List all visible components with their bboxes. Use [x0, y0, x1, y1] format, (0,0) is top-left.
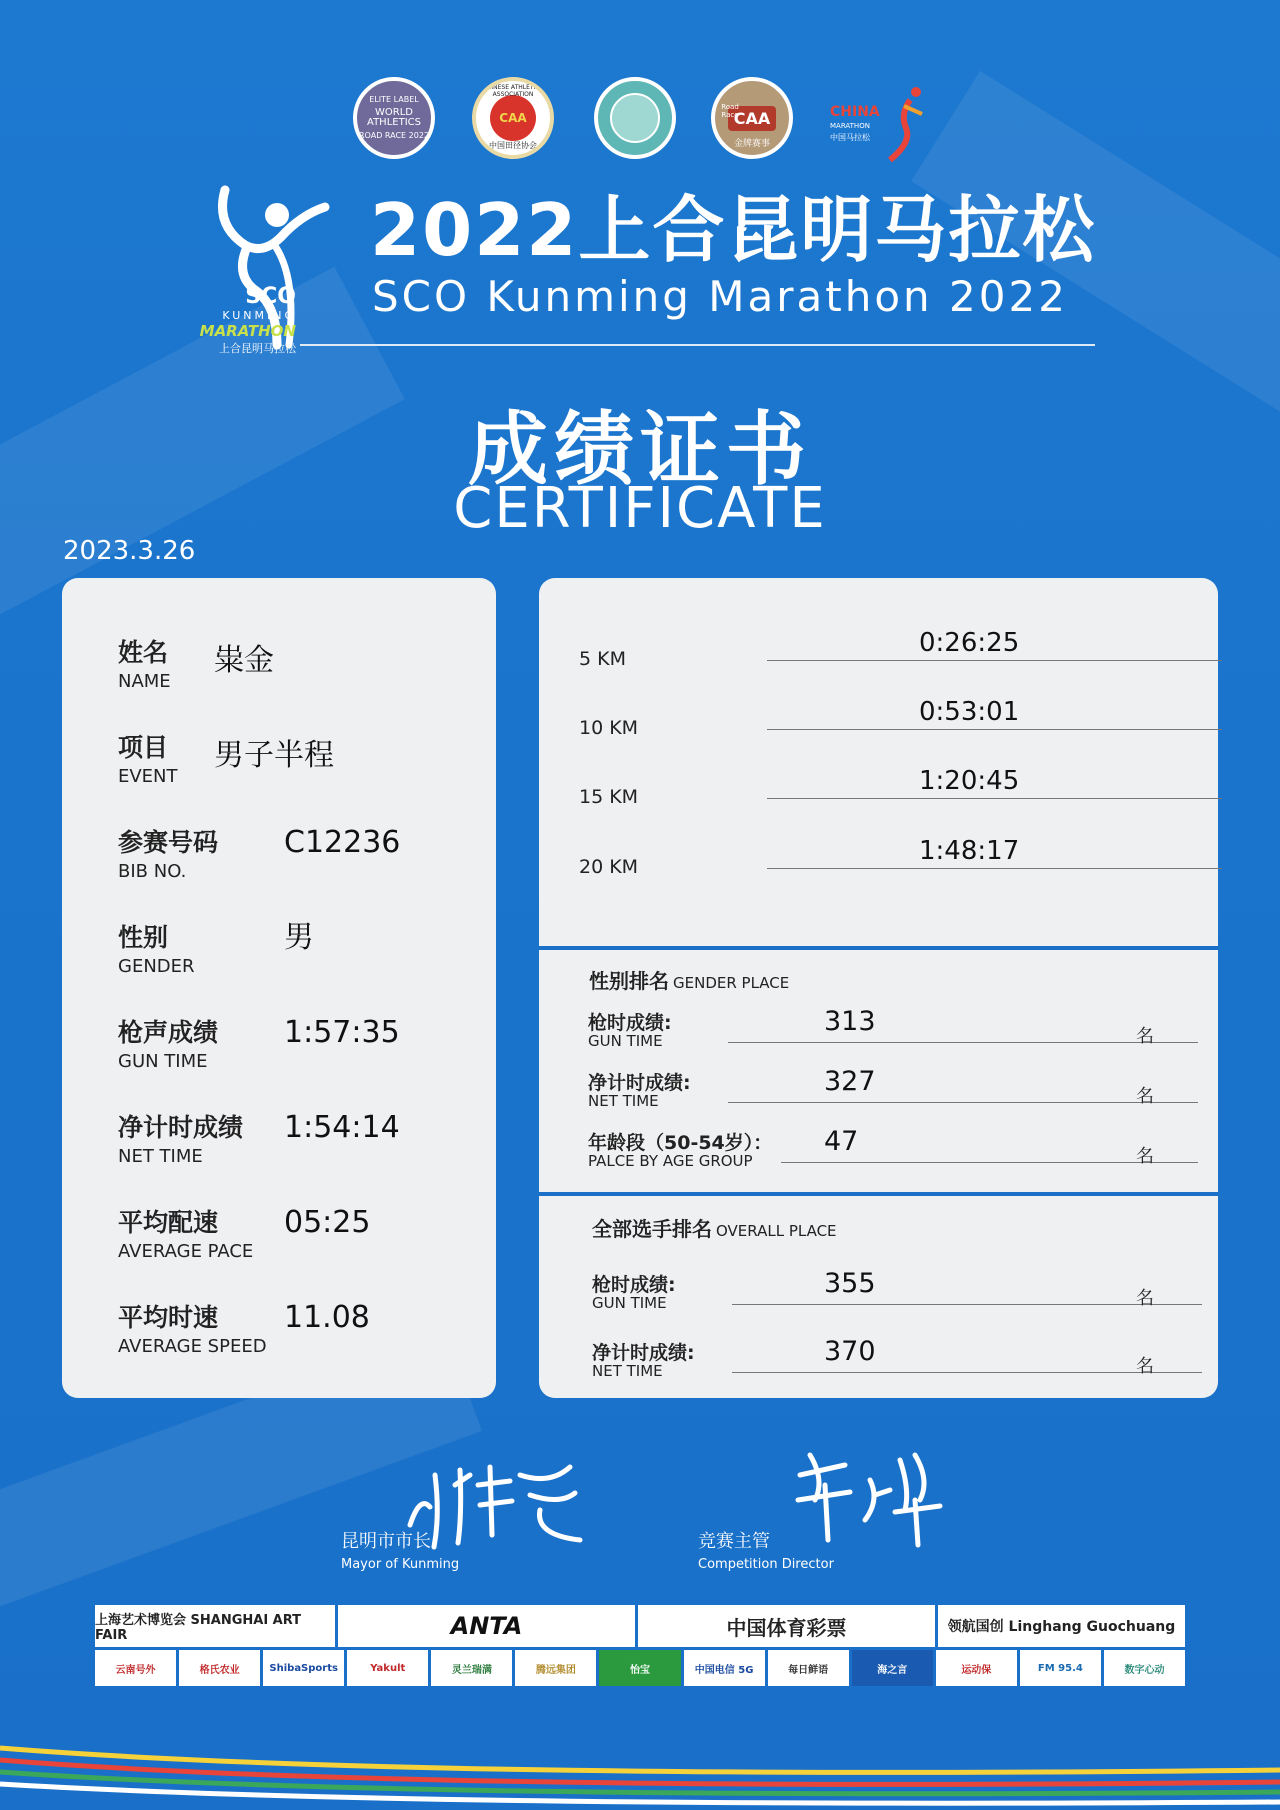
event-title-en: SCO Kunming Marathon 2022	[372, 272, 1068, 321]
director-signature-block	[698, 1527, 834, 1572]
director-title-en: Competition Director	[698, 1557, 834, 1572]
sponsor-logo: 海之言	[852, 1650, 933, 1686]
sponsor-logo: 数字心动	[1104, 1650, 1185, 1686]
sco-badge	[594, 77, 676, 159]
sponsor-logo: 怡宝	[599, 1650, 680, 1686]
label-en: AVERAGE PACE	[118, 1241, 254, 1262]
badge-text: 中国田径协会	[489, 141, 537, 150]
sponsor-logo: 运动保	[936, 1650, 1017, 1686]
badge-text: ELITE LABEL	[369, 95, 419, 104]
section-divider	[539, 1192, 1218, 1196]
rank-value: 355	[824, 1268, 876, 1299]
overall-place-title	[592, 1213, 837, 1242]
field-average-speed	[118, 1298, 370, 1357]
rank-label-cn: 枪时成绩:	[588, 1012, 672, 1034]
sponsor-strip	[95, 1605, 1185, 1686]
rank-value: 313	[824, 1006, 876, 1037]
section-title-cn: 性别排名	[589, 969, 669, 993]
rank-label-cn: 枪时成绩:	[592, 1274, 676, 1296]
label-cn: 项目	[118, 733, 169, 762]
split-label: 20 KM	[579, 856, 639, 878]
label-cn: 平均配速	[118, 1208, 219, 1237]
rank-label-en: NET TIME	[592, 1362, 663, 1380]
caa-badge	[472, 77, 554, 159]
field-bib	[118, 823, 401, 882]
runner-info-panel	[62, 578, 496, 1398]
sco-logo-text	[186, 284, 296, 356]
net-time-value: 1:54:14	[284, 1110, 400, 1145]
label-cn: 枪声成绩	[118, 1018, 219, 1047]
section-title-en: GENDER PLACE	[673, 974, 790, 992]
results-panel	[539, 578, 1218, 1398]
rank-line	[728, 1102, 1198, 1103]
label-cn: 参赛号码	[118, 828, 219, 857]
rank-line	[732, 1372, 1202, 1373]
section-title-en: OVERALL PLACE	[716, 1222, 837, 1240]
rank-value: 327	[824, 1066, 876, 1097]
overall-net-rank	[592, 1338, 1182, 1388]
logo-cn: 上合昆明马拉松	[219, 342, 296, 355]
pace-value: 05:25	[284, 1205, 371, 1240]
rank-unit: 名	[1136, 1086, 1154, 1107]
china-marathon-logo	[830, 84, 930, 164]
overall-gun-rank	[592, 1270, 1182, 1320]
split-time: 0:26:25	[919, 628, 1020, 658]
logo-sco: SCO	[245, 284, 296, 309]
rank-value: 47	[824, 1126, 859, 1157]
director-title-cn: 竞赛主管	[698, 1531, 770, 1552]
certificate-title-cn: 成绩证书	[468, 403, 812, 496]
field-gender	[118, 918, 314, 977]
badge-text: CHINESE ATHLETICS ASSOCIATION	[482, 84, 544, 98]
sponsor-logo: 中国电信 5G	[684, 1650, 765, 1686]
gold-label-badge	[711, 77, 793, 159]
rank-label-en: GUN TIME	[588, 1032, 663, 1050]
rank-line	[732, 1304, 1202, 1305]
gender-net-rank	[588, 1068, 1178, 1118]
sponsor-row-main	[95, 1605, 1185, 1647]
split-label: 5 KM	[579, 648, 626, 670]
sponsor-logo: 腾远集团	[515, 1650, 596, 1686]
sponsor-logo: ShibaSports	[263, 1650, 344, 1686]
split-time: 1:20:45	[919, 766, 1020, 796]
gun-time-value: 1:57:35	[284, 1015, 400, 1050]
label-en: NAME	[118, 671, 171, 692]
globe-icon	[610, 93, 660, 143]
event-value: 男子半程	[214, 738, 334, 773]
label-en: BIB NO.	[118, 861, 187, 882]
speed-value: 11.08	[284, 1300, 370, 1335]
rank-label-en: GUN TIME	[592, 1294, 667, 1312]
field-average-pace	[118, 1203, 371, 1262]
sponsor-logo: 每日鲜语	[768, 1650, 849, 1686]
rank-unit: 名	[1136, 1146, 1154, 1167]
sponsor-logo: Yakult	[347, 1650, 428, 1686]
logo-marathon: MARATHON	[199, 322, 296, 340]
gender-place-title	[589, 965, 789, 994]
badge-text: CAA	[490, 95, 536, 141]
runner-name: 粜金	[214, 643, 274, 678]
age-group-rank	[588, 1128, 1178, 1178]
rank-unit: 名	[1136, 1356, 1154, 1377]
badge-text: 金牌赛事	[733, 139, 770, 149]
field-net-time	[118, 1108, 400, 1167]
certificate-date: 2023.3.26	[63, 536, 196, 566]
rank-label-cn: 净计时成绩:	[592, 1342, 695, 1364]
rank-label-en: PALCE BY AGE GROUP	[588, 1152, 753, 1170]
gender-gun-rank	[588, 1008, 1178, 1058]
sponsor-logo: 格氏农业	[179, 1650, 260, 1686]
world-athletics-badge	[353, 77, 435, 159]
badge-text: CAA	[728, 106, 777, 131]
sponsor-logo: 云南号外	[95, 1650, 176, 1686]
mayor-title-cn: 昆明市市长	[341, 1531, 431, 1552]
split-label: 15 KM	[579, 786, 639, 808]
section-divider	[539, 946, 1218, 950]
section-title-cn: 全部选手排名	[592, 1217, 712, 1241]
label-en: NET TIME	[118, 1146, 203, 1167]
decorative-stripes	[0, 1700, 1280, 1810]
rank-label-en: NET TIME	[588, 1092, 659, 1110]
field-event	[118, 728, 334, 787]
gender-value: 男	[284, 920, 314, 955]
split-line	[767, 868, 1222, 869]
china-text: 中国马拉松	[830, 133, 870, 142]
sponsor-logo: 灵兰瑞满	[431, 1650, 512, 1686]
mayor-title-en: Mayor of Kunming	[341, 1557, 460, 1572]
badge-text: ROAD RACE 2022	[359, 131, 429, 140]
rank-label-cn: 年龄段（50-54岁）：	[588, 1132, 773, 1154]
split-time: 0:53:01	[919, 697, 1020, 727]
china-text: CHINA	[830, 104, 880, 120]
rank-label-cn: 净计时成绩:	[588, 1072, 691, 1094]
sponsor-logo: 上海艺术博览会 SHANGHAI ART FAIR	[95, 1605, 335, 1647]
split-time: 1:48:17	[919, 836, 1020, 866]
rank-line	[728, 1042, 1198, 1043]
badge-text: WORLD ATHLETICS	[367, 107, 421, 128]
badge-text: Road Race	[721, 103, 739, 119]
label-en: GENDER	[118, 956, 195, 977]
split-line	[767, 660, 1222, 661]
field-gun-time	[118, 1013, 400, 1072]
split-line	[767, 729, 1222, 730]
bib-value: C12236	[284, 825, 401, 860]
label-cn: 姓名	[118, 638, 169, 667]
china-text: MARATHON	[830, 122, 870, 130]
mayor-signature-block	[341, 1527, 459, 1572]
sponsor-logo: ANTA	[338, 1605, 635, 1647]
field-name	[118, 633, 274, 692]
certificate-title-en: CERTIFICATE	[453, 476, 827, 541]
label-cn: 性别	[118, 923, 169, 952]
title-divider	[300, 344, 1095, 346]
sponsor-logo: FM 95.4	[1020, 1650, 1101, 1686]
rank-unit: 名	[1136, 1026, 1154, 1047]
sponsor-row-secondary	[95, 1650, 1185, 1686]
rank-unit: 名	[1136, 1288, 1154, 1309]
event-title-cn: 2022上合昆明马拉松	[370, 188, 1097, 272]
sponsor-logo: 领航国创 Linghang Guochuang	[938, 1605, 1185, 1647]
label-cn: 净计时成绩	[118, 1113, 244, 1142]
logo-kunming: KUNMING	[222, 309, 296, 322]
label-en: EVENT	[118, 766, 178, 787]
split-label: 10 KM	[579, 717, 639, 739]
label-cn: 平均时速	[118, 1303, 219, 1332]
split-line	[767, 798, 1222, 799]
label-en: GUN TIME	[118, 1051, 208, 1072]
label-en: AVERAGE SPEED	[118, 1336, 267, 1357]
sponsor-logo: 中国体育彩票	[638, 1605, 935, 1647]
rank-value: 370	[824, 1336, 876, 1367]
